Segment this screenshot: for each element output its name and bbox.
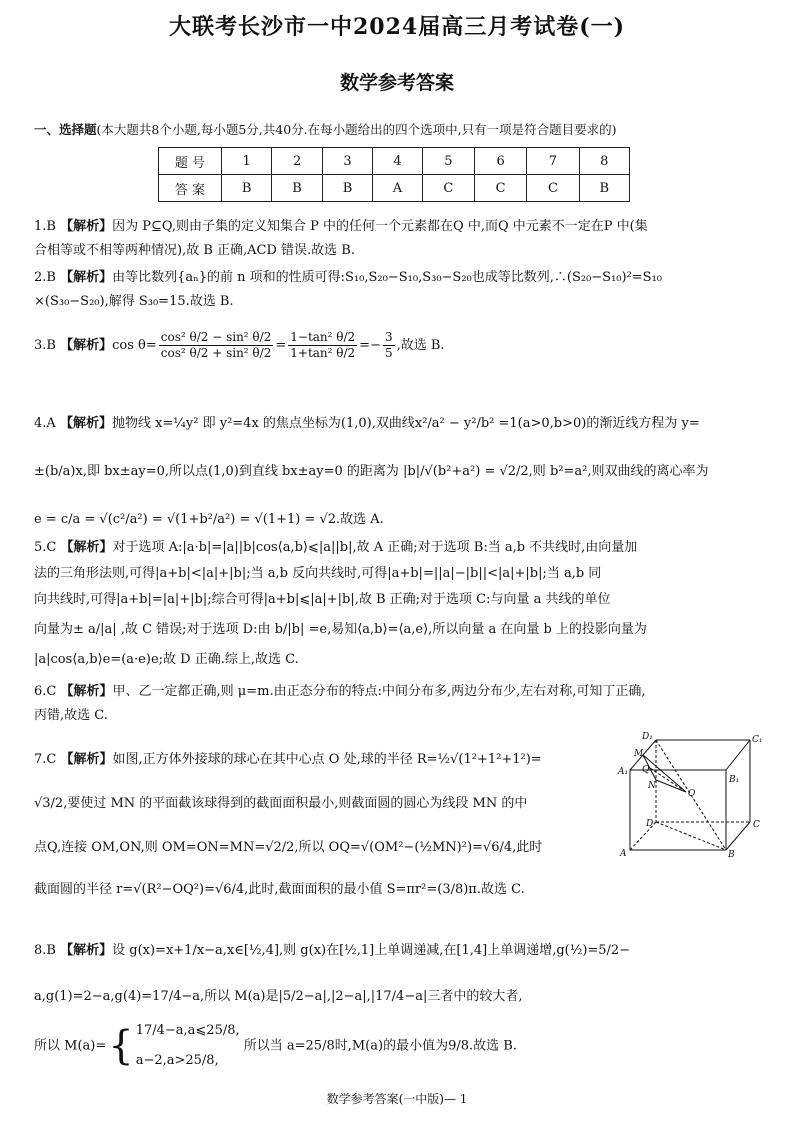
answer-cell: C bbox=[475, 175, 527, 202]
table-row bbox=[159, 175, 630, 202]
table-row bbox=[159, 148, 630, 175]
analysis-tag: 【解析】 bbox=[60, 270, 113, 285]
question-number: 8 bbox=[579, 148, 629, 175]
label-D: D bbox=[646, 819, 654, 829]
analysis-tag: 【解析】 bbox=[60, 338, 113, 353]
solution-1 bbox=[34, 215, 764, 263]
cube-hidden-edge bbox=[656, 822, 726, 850]
answer-cell: C bbox=[527, 175, 579, 202]
question-number: 1 bbox=[222, 148, 272, 175]
formula-prefix: cos θ= bbox=[112, 338, 157, 353]
answer-cell: B bbox=[222, 175, 272, 202]
solution-2 bbox=[34, 266, 764, 314]
solution-8 bbox=[34, 928, 764, 1020]
question-number: 4 bbox=[373, 148, 423, 175]
section-heading bbox=[34, 120, 764, 138]
case-2: a−2,a>25/8, bbox=[135, 1053, 219, 1068]
answer-number: 3.B bbox=[34, 338, 56, 353]
question-number: 2 bbox=[272, 148, 322, 175]
solution-7 bbox=[34, 738, 614, 870]
analysis-tag: 【解析】 bbox=[60, 943, 113, 958]
left-brace-icon: { bbox=[108, 1023, 134, 1069]
solution-text: 因为 P⊆Q,则由子集的定义知集合 P 中的任何一个元素都在Q 中,而Q 中元素不一定在P 中(集 bbox=[112, 219, 648, 234]
answer-number: 6.C bbox=[34, 684, 57, 699]
answer-table bbox=[158, 147, 630, 202]
solution-text: e = c/a = √(c²/a²) = √(1+b²/a²) = √(1+1) = √2.故选 A. bbox=[34, 512, 384, 527]
solution-text: 设 g(x)=x+1/x−a,x∈[½,4],则 g(x)在[½,1]上单调递减,在[1,4]上单调递增,g(½)=5/2− bbox=[112, 943, 631, 958]
solution-text: 所以当 a=25/8时,M(a)的最小值为9/8.故选 B. bbox=[243, 1038, 517, 1054]
fraction: $\frac{\text{cos² θ/2 − sin² θ/2}}{\text{cos² θ/2 + sin² θ/2}}$ bbox=[160, 330, 272, 360]
answer-cell: B bbox=[272, 175, 322, 202]
analysis-tag: 【解析】 bbox=[59, 416, 112, 431]
solution-8-cases bbox=[34, 1016, 764, 1076]
analysis-tag: 【解析】 bbox=[60, 684, 113, 699]
solution-text: 合相等或不相等两种情况),故 B 正确,ACD 错误.故选 B. bbox=[34, 243, 355, 258]
solution-text: ×(S₃₀−S₂₀),解得 S₃₀=15.故选 B. bbox=[34, 294, 234, 309]
answer-number: 7.C bbox=[34, 752, 57, 767]
analysis-tag: 【解析】 bbox=[60, 752, 113, 767]
solution-text: a,g(1)=2−a,g(4)=17/4−a,所以 M(a)是|5/2−a|,|2−a|,|17/4−a|三者中的较大者, bbox=[34, 989, 523, 1004]
solution-text: 法的三角形法则,可得|a+b|<|a|+|b|;当 a,b 反向共线时,可得|a+b|=||a|−|b||<|a|+|b|;当 a,b 同 bbox=[34, 566, 602, 581]
answer-cell: B bbox=[579, 175, 629, 202]
solution-text: 向量为± a/|a| ,故 C 错误;对于选项 D:由 b/|b| =e,易知⟨a,b⟩=⟨a,e⟩,所以向量 a 在向量 b 上的投影向量为 bbox=[34, 622, 647, 637]
case-1: 17/4−a,a⩽25/8, bbox=[135, 1023, 240, 1038]
section-label: 一、选择题 bbox=[34, 122, 97, 137]
answer-cell: A bbox=[373, 175, 423, 202]
label-O: O bbox=[688, 789, 696, 799]
solution-text: 向共线时,可得|a+b|=|a|+|b|;综合可得|a+b|⩽|a|+|b|,故 B 正确;对于选项 C:与向量 a 共线的单位 bbox=[34, 592, 611, 607]
solution-text: 如图,正方体外接球的球心在其中心点 O 处,球的半径 R=½√(1²+1²+1²)= bbox=[112, 752, 542, 767]
formula-prefix: 所以 M(a)= bbox=[34, 1038, 107, 1054]
row-label-answer: 答 案 bbox=[159, 175, 222, 202]
solution-text: 对于选项 A:|a·b|=|a||b|cos⟨a,b⟩⩽|a||b|,故 A 正确;对于选项 B:当 a,b 不共线时,由向量加 bbox=[112, 540, 638, 555]
cube-edge bbox=[726, 740, 750, 770]
solution-4 bbox=[34, 400, 764, 544]
label-Q: Q bbox=[642, 765, 650, 775]
label-N: N bbox=[648, 781, 656, 791]
answer-number: 4.A bbox=[34, 416, 56, 431]
exam-title: 大联考长沙市一中2024届高三月考试卷(一) bbox=[168, 14, 626, 40]
solution-text: 甲、乙一定都正确,则 μ=m.由正态分布的特点:中间分布多,两边分布少,左右对称,可知丁正确, bbox=[112, 684, 646, 699]
solution-text: 丙错,故选 C. bbox=[34, 708, 108, 723]
solution-text: 截面圆的半径 r=√(R²−OQ²)=√6/4,此时,截面面积的最小值 S=πr²=(3/8)π.故选 C. bbox=[34, 882, 525, 897]
answer-number: 1.B bbox=[34, 219, 56, 234]
question-number: 3 bbox=[322, 148, 372, 175]
label-B: B bbox=[728, 850, 735, 858]
fraction: $\frac{3}{5}$ bbox=[384, 330, 393, 360]
question-number: 7 bbox=[527, 148, 579, 175]
answer-number: 5.C bbox=[34, 540, 57, 555]
fraction: $\frac{\text{1−tan² θ/2}}{\text{1+tan² θ/2}}$ bbox=[290, 330, 356, 360]
label-M: M bbox=[634, 749, 644, 759]
answer-key-title: 数学参考答案 bbox=[339, 72, 454, 94]
answer-number: 2.B bbox=[34, 270, 56, 285]
label-B1: B₁ bbox=[729, 775, 740, 785]
section-description: (本大题共8个小题,每小题5分,共40分.在每小题给出的四个选项中,只有一项是符合题目要求的) bbox=[96, 122, 617, 137]
label-A: A bbox=[620, 849, 627, 858]
solution-3: 3.B 【解析】cos θ= $\frac{\text{cos² θ/2 − sin² θ/2}}{\text{cos² θ/2 + sin² θ/2}}$ = $\frac{\text{1−tan² θ/2}}{\text{1+tan² θ/2}}$ =− $\frac{3}{5}$ ,故选 B. bbox=[34, 330, 445, 360]
answer-cell: C bbox=[422, 175, 474, 202]
analysis-tag: 【解析】 bbox=[60, 540, 113, 555]
solution-6 bbox=[34, 680, 764, 728]
page-footer: 数学参考答案(一中版)— 1 bbox=[326, 1092, 468, 1106]
row-label-number: 题 号 bbox=[159, 148, 222, 175]
analysis-tag: 【解析】 bbox=[60, 219, 113, 234]
piecewise-cases bbox=[136, 1016, 240, 1076]
question-number: 5 bbox=[422, 148, 474, 175]
solution-text: ±(b/a)x,即 bx±ay=0,所以点(1,0)到直线 bx±ay=0 的距离为 |b|/√(b²+a²) = √2/2,则 b²=a²,则双曲线的离心率为 bbox=[34, 464, 709, 479]
cube-edge bbox=[726, 822, 750, 850]
solution-text: |a|cos⟨a,b⟩e=(a·e)e;故 D 正确.综上,故选 C. bbox=[34, 652, 299, 667]
solution-text: 抛物线 x=¼y² 即 y²=4x 的焦点坐标为(1,0),双曲线x²/a² − y²/b² =1(a>0,b>0)的渐近线方程为 y= bbox=[111, 416, 700, 431]
solution-text: 由等比数列{aₙ}的前 n 项和的性质可得:S₁₀,S₂₀−S₁₀,S₃₀−S₂₀也成等比数列,∴(S₂₀−S₁₀)²=S₁₀ bbox=[112, 270, 663, 285]
solution-5 bbox=[34, 535, 764, 673]
label-D1: D₁ bbox=[642, 732, 653, 742]
solution-text: 点Q,连接 OM,ON,则 OM=ON=MN=√2/2,所以 OQ=√(OM²−(½MN)²)=√6/4,此时 bbox=[34, 840, 543, 855]
answer-number: 8.B bbox=[34, 943, 56, 958]
question-number: 6 bbox=[475, 148, 527, 175]
cube-diagram bbox=[616, 730, 766, 858]
label-C: C bbox=[753, 820, 760, 830]
label-C1: C₁ bbox=[752, 735, 763, 745]
label-A1: A₁ bbox=[618, 767, 629, 777]
answer-cell: B bbox=[322, 175, 372, 202]
solution-text: √3/2,要使过 MN 的平面截该球得到的截面面积最小,则截面圆的圆心为线段 MN 的中 bbox=[34, 796, 528, 811]
cube-front-face bbox=[630, 770, 726, 850]
solution-7-cont bbox=[34, 878, 764, 902]
